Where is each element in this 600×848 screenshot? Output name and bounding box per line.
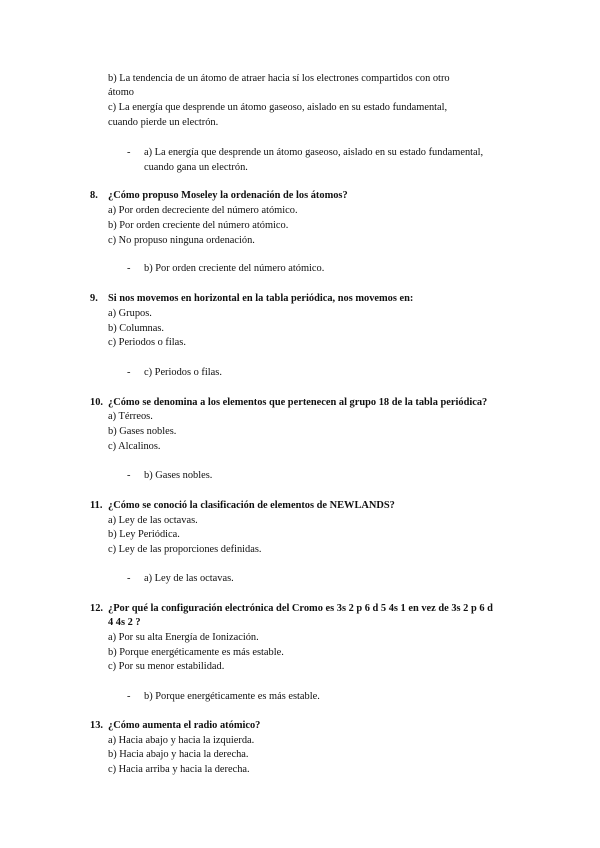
question-number: 8.: [90, 190, 98, 201]
answer-dash: -: [127, 573, 131, 584]
question-number: 12.: [90, 603, 103, 614]
option: a) Por orden decreciente del número atómico.: [108, 205, 298, 216]
question-number: 11.: [90, 500, 103, 511]
intro-line: b) La tendencia de un átomo de atraer hacia sí los electrones compartidos con otro: [108, 73, 450, 84]
answer-dash: -: [127, 263, 131, 274]
question-number: 10.: [90, 397, 103, 408]
question-text: ¿Por qué la configuración electrónica del Cromo es 3s 2 p 6 d 5 4s 1 en vez de 3s 2 p 6 d: [108, 603, 493, 614]
answer-line: cuando gana un electrón.: [144, 162, 248, 173]
option: a) Grupos.: [108, 308, 152, 319]
answer-line: a) Ley de las octavas.: [144, 573, 234, 584]
option: a) Hacia abajo y hacia la izquierda.: [108, 735, 255, 746]
question-number: 13.: [90, 720, 103, 731]
option: a) Térreos.: [108, 411, 153, 422]
intro-line: c) La energía que desprende un átomo gaseoso, aislado en su estado fundamental,: [108, 102, 448, 113]
option: b) Hacia abajo y hacia la derecha.: [108, 749, 249, 760]
option: c) Por su menor estabilidad.: [108, 661, 225, 672]
question-text: ¿Cómo aumenta el radio atómico?: [108, 720, 261, 731]
question-text: ¿Cómo se conoció la clasificación de elementos de NEWLANDS?: [108, 500, 395, 511]
answer-dash: -: [127, 367, 131, 378]
option: b) Porque energéticamente es más estable.: [108, 647, 284, 658]
answer-dash: -: [127, 147, 131, 158]
option: c) Ley de las proporciones definidas.: [108, 544, 262, 555]
option: b) Columnas.: [108, 323, 164, 334]
answer-line: b) Gases nobles.: [144, 470, 213, 481]
option: a) Por su alta Energía de Ionización.: [108, 632, 259, 643]
option: a) Ley de las octavas.: [108, 515, 198, 526]
answer-dash: -: [127, 470, 131, 481]
question-text: ¿Cómo se denomina a los elementos que pertenecen al grupo 18 de la tabla periódica?: [108, 397, 488, 408]
option: c) No propuso ninguna ordenación.: [108, 235, 255, 246]
intro-line: cuando pierde un electrón.: [108, 117, 219, 128]
option: b) Por orden creciente del número atómico.: [108, 220, 289, 231]
option: c) Hacia arriba y hacia la derecha.: [108, 764, 250, 775]
option: c) Periodos o filas.: [108, 337, 186, 348]
answer-dash: -: [127, 691, 131, 702]
question-text: Si nos movemos en horizontal en la tabla periódica, nos movemos en:: [108, 293, 414, 304]
option: c) Alcalinos.: [108, 441, 161, 452]
answer-line: a) La energía que desprende un átomo gaseoso, aislado en su estado fundamental,: [144, 147, 484, 158]
question-text: ¿Cómo propuso Moseley la ordenación de los átomos?: [108, 190, 348, 201]
answer-line: b) Por orden creciente del número atómico.: [144, 263, 325, 274]
option: b) Ley Periódica.: [108, 529, 180, 540]
answer-line: c) Periodos o filas.: [144, 367, 222, 378]
option: b) Gases nobles.: [108, 426, 177, 437]
question-number: 9.: [90, 293, 98, 304]
intro-line: átomo: [108, 87, 134, 98]
answer-line: b) Porque energéticamente es más estable.: [144, 691, 320, 702]
question-text: 4 4s 2 ?: [108, 617, 141, 628]
